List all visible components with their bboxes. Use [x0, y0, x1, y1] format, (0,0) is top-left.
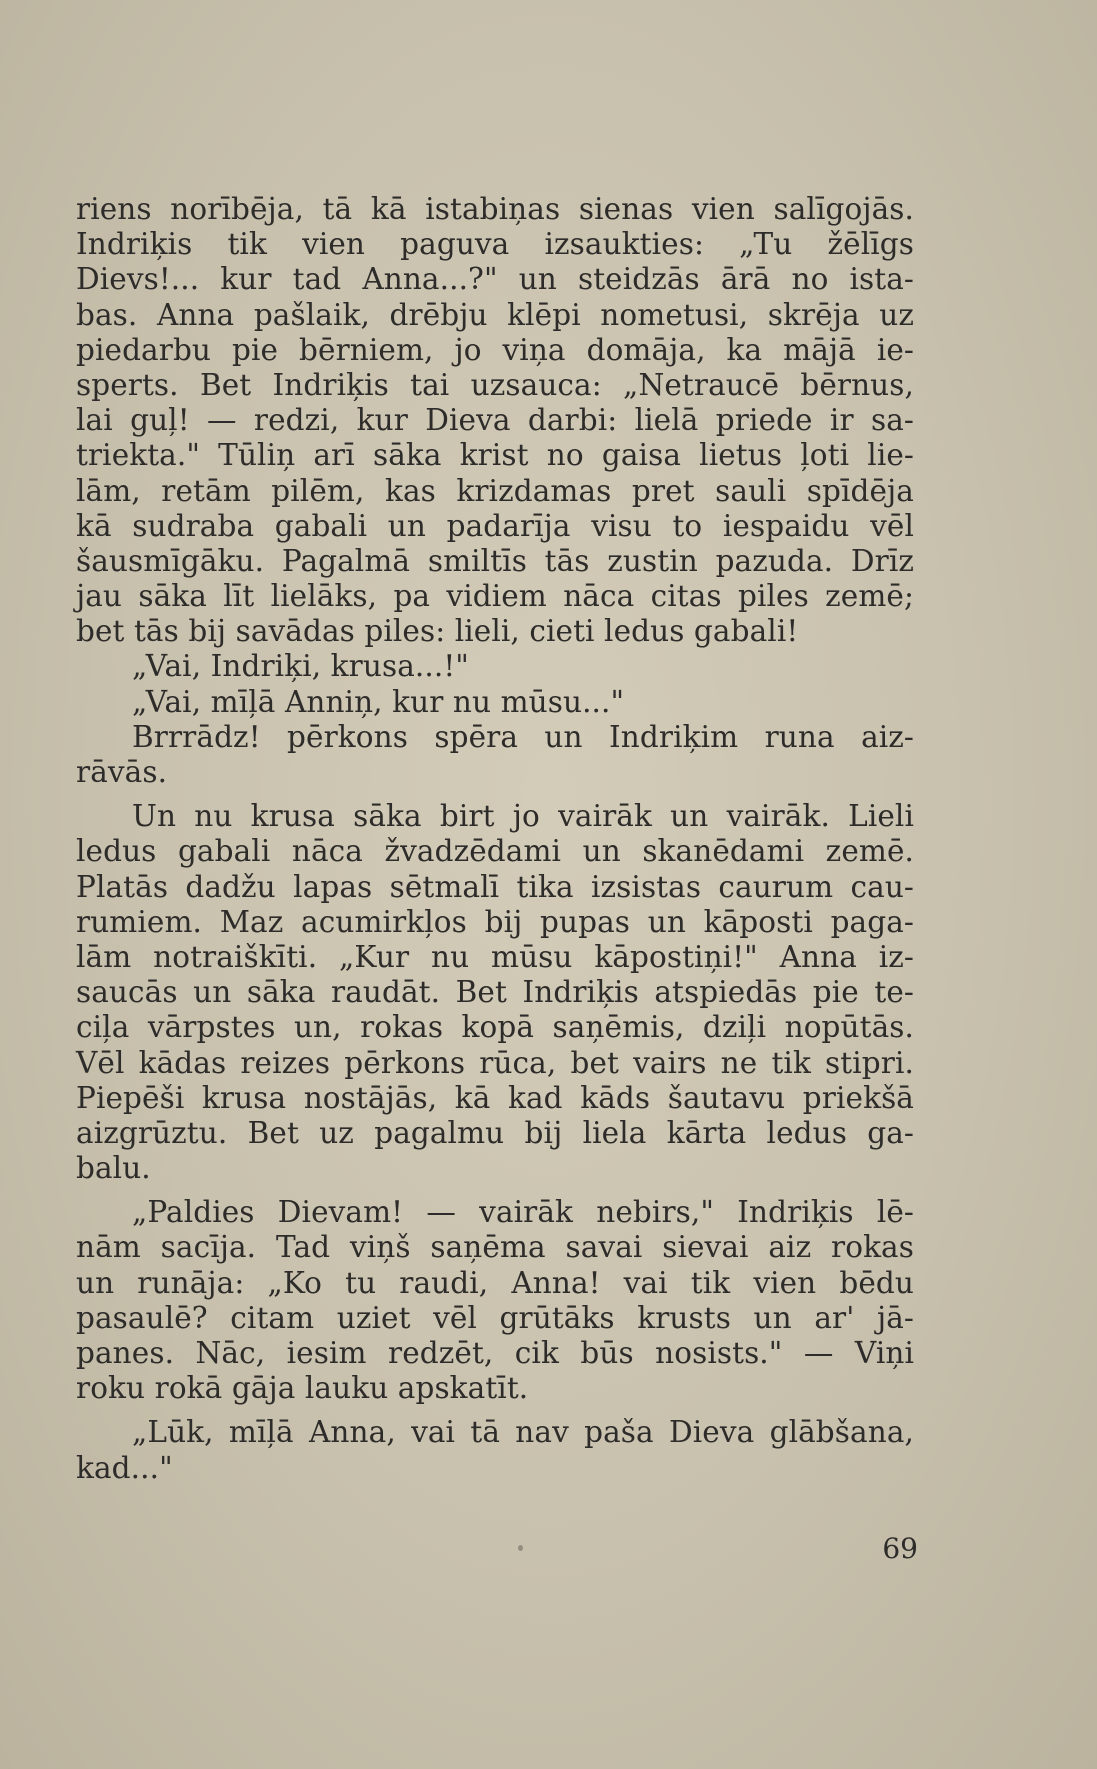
text-line: Un nu krusa sāka birt jo vairāk un vairāk. Lieli [132, 799, 914, 834]
text-line: Brrrādz! pērkons spēra un Indriķim runa aiz- [132, 719, 914, 754]
text-line: lām notraiškīti. „Kur nu mūsu kāpostiņi!" Anna iz- [76, 939, 914, 974]
text-line: balu. [76, 1151, 151, 1186]
text-line: „Vai, Indriķi, krusa...!" [132, 649, 469, 684]
text-line: kad..." [76, 1450, 173, 1485]
text-line: nām sacīja. Tad viņš saņēma savai sievai aiz rokas [76, 1230, 914, 1265]
text-line: Dievs!... kur tad Anna...?" un steidzās ārā no ista- [76, 262, 914, 297]
text-line: pasaulē? citam uziet vēl grūtāks krusts un ar' jā- [76, 1300, 914, 1335]
text-line: panes. Nāc, iesim redzēt, cik būs nosists." — Viņi [76, 1336, 914, 1370]
text-line: rāvās. [76, 755, 168, 789]
text-line: triekta." Tūliņ arī sāka krist no gaisa lietus ļoti lie- [76, 438, 914, 473]
text-line: un runāja: „Ko tu raudi, Anna! vai tik vien bēdu [76, 1265, 914, 1300]
page-number: 69 [882, 1532, 918, 1565]
text-line: kā sudraba gabali un padarīja visu to iespaidu vēl [76, 508, 914, 543]
text-line: aizgrūztu. Bet uz pagalmu bij liela kārta ledus ga- [76, 1115, 914, 1150]
text-line: šausmīgāku. Pagalmā smiltīs tās zustin pazuda. Drīz [76, 543, 914, 578]
text-line: „Lūk, mīļā Anna, vai tā nav paša Dieva glābšana, [132, 1415, 914, 1450]
paper-speck [518, 1545, 523, 1551]
body-text [76, 192, 914, 1486]
text-line: roku rokā gāja lauku apskatīt. [76, 1371, 529, 1406]
text-line: ledus gabali nāca žvadzēdami un skanēdami zemē. [76, 834, 914, 869]
text-line: „Paldies Dievam! — vairāk nebirs," Indriķis lē- [132, 1195, 914, 1230]
text-line: bas. Anna pašlaik, drēbju klēpi nometusi, skrēja uz [76, 297, 914, 332]
text-line: ciļa vārpstes un, rokas kopā saņēmis, dziļi nopūtās. [76, 1010, 914, 1045]
text-line: bet tās bij savādas piles: lieli, cieti ledus gabali! [76, 614, 799, 649]
text-line: riens norībēja, tā kā istabiņas sienas vien salīgojās. [76, 192, 914, 226]
text-line: rumiem. Maz acumirkļos bij pupas un kāposti paga- [76, 904, 914, 939]
text-line: „Vai, mīļā Anniņ, kur nu mūsu..." [132, 684, 625, 719]
text-line: piedarbu pie bērniem, jo viņa domāja, ka mājā ie- [76, 332, 914, 367]
text-line: sperts. Bet Indriķis tai uzsauca: „Netraucē bērnus, [76, 367, 914, 402]
text-line: Platās dadžu lapas sētmalī tika izsistas caurum cau- [76, 869, 914, 904]
text-line: Vēl kādas reizes pērkons rūca, bet vairs ne tik stipri. [76, 1045, 914, 1080]
text-line: lām, retām pilēm, kas krizdamas pret sauli spīdēja [76, 473, 914, 508]
text-line: Indriķis tik vien paguva izsaukties: „Tu žēlīgs [76, 227, 914, 262]
text-line: Piepēši krusa nostājās, kā kad kāds šautavu priekšā [76, 1080, 914, 1115]
text-line: lai guļ! — redzi, kur Dieva darbi: lielā priede ir sa- [76, 403, 914, 438]
text-line: jau sāka līt lielāks, pa vidiem nāca citas piles zemē; [76, 579, 914, 614]
text-line: saucās un sāka raudāt. Bet Indriķis atspiedās pie te- [76, 975, 914, 1010]
